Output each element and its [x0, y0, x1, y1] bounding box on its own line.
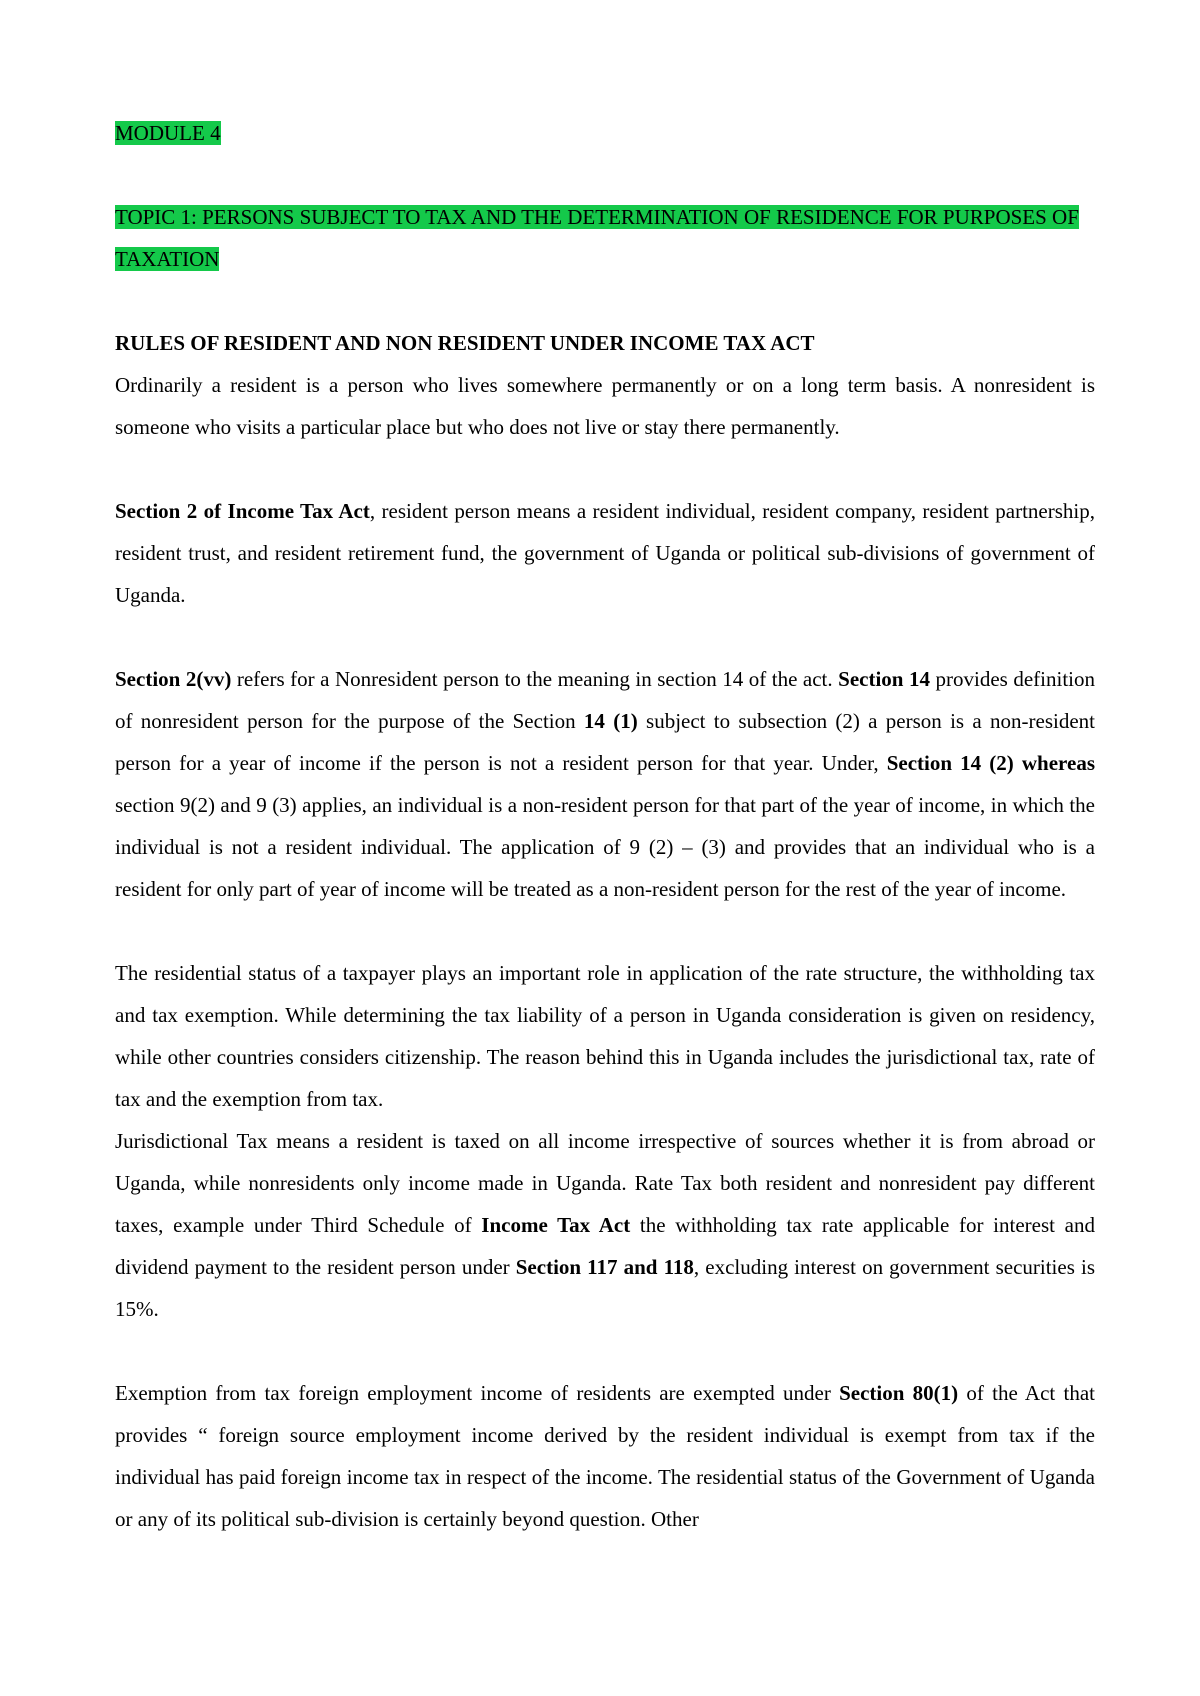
spacer — [115, 448, 1095, 490]
bold-ref: Section 80(1) — [839, 1381, 959, 1405]
section-2-paragraph — [115, 490, 1095, 616]
text-run: the withholding tax rate applicable for interest and dividend payment to the resident person under — [115, 1213, 1096, 1279]
spacer — [115, 910, 1095, 952]
section-2vv-paragraph — [115, 658, 1095, 910]
bold-ref: Section 117 and 118 — [515, 1255, 694, 1279]
topic-title-highlight: TOPIC 1: PERSONS SUBJECT TO TAX AND THE DETERMINATION OF RESIDENCE FOR PURPOSES OF TAXATION — [115, 205, 1079, 271]
text-run: of the Act that provides “ foreign source employment income derived by the resident individual is exempt from tax if the individual has paid foreign income tax in respect of the income. The residential status of the Government of Uganda or any of its political sub-division is certainly beyond question. Other — [115, 1381, 1095, 1531]
module-title — [115, 112, 1095, 154]
section-heading — [115, 322, 1095, 364]
spacer — [115, 1330, 1095, 1372]
bold-ref: Section 14 (2) whereas — [886, 751, 1095, 775]
text-run: refers for a Nonresident person to the meaning in section 14 of the act. — [231, 667, 839, 691]
text-run: , resident person means a resident individual, resident company, resident partnership, resident trust, and resident retirement fund, the government of Uganda or political sub-divisions of government of Uganda. — [115, 499, 1096, 607]
text-run: Jurisdictional Tax means a resident is taxed on all income irrespective of sources whether it is from abroad or Uganda, while nonresidents only income made in Uganda. Rate Tax both resident and nonresident pay different taxes, example under Third Schedule of — [115, 1129, 1095, 1237]
jurisdictional-tax-paragraph — [115, 1120, 1095, 1330]
document-body — [115, 112, 1095, 1540]
residential-status-paragraph: The residential status of a taxpayer plays an important role in application of the rate structure, the withholding tax and tax exemption. While determining the tax liability of a person in Uganda consideration is given on residency, while other countries considers citizenship. The reason behind this in Uganda includes the jurisdictional tax, rate of tax and the exemption from tax. — [115, 961, 1095, 1111]
intro-paragraph: Ordinarily a resident is a person who lives somewhere permanently or on a long term basis. A nonresident is someone who visits a particular place but who does not live or stay there permanently. — [115, 373, 1095, 439]
bold-ref: Section 14 — [838, 667, 930, 691]
bold-ref: Section 2(vv) — [115, 667, 232, 691]
text-run: Exemption from tax foreign employment income of residents are exempted under — [115, 1381, 840, 1405]
bold-ref: Income Tax Act — [481, 1213, 631, 1237]
text-run: subject to subsection (2) a person is a non-resident person for a year of income if the person is not a resident person for that year. Under, — [115, 709, 1095, 775]
section-heading-text: RULES OF RESIDENT AND NON RESIDENT UNDER INCOME TAX ACT — [115, 331, 815, 355]
text-run: , excluding interest on government securities is 15%. — [115, 1255, 1095, 1321]
spacer — [115, 280, 1095, 322]
module-title-highlight: MODULE 4 — [115, 121, 221, 145]
text-run: provides definition of nonresident person for the purpose of the Section — [115, 667, 1095, 733]
spacer — [115, 616, 1095, 658]
text-run: section 9(2) and 9 (3) applies, an individual is a non-resident person for that part of the year of income, in which the individual is not a resident individual. The application of 9 (2) – (3) and provides that an individual who is a resident for only part of year of income will be treated as a non-resident person for the rest of the year of income. — [115, 793, 1095, 901]
spacer — [115, 154, 1095, 196]
bold-ref: Section 2 of Income Tax Act — [115, 499, 370, 523]
topic-title — [115, 196, 1095, 280]
exemption-paragraph — [115, 1372, 1095, 1540]
bold-ref: 14 (1) — [583, 709, 638, 733]
